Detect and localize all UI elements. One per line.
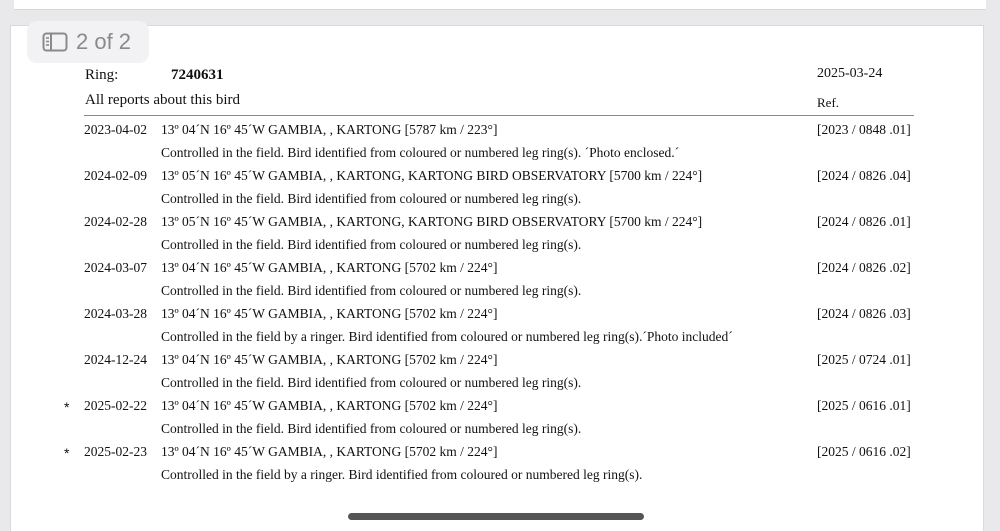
page-indicator-label: 2 of 2 (76, 29, 132, 54)
report-note: Controlled in the field. Bird identified from coloured or numbered leg ring(s). ´Photo enclosed.´ (161, 145, 680, 160)
report-ref: [2025 / 0724 .01] (817, 352, 911, 367)
report-ref: [2024 / 0826 .01] (817, 214, 911, 229)
report-note: Controlled in the field by a ringer. Bird identified from coloured or numbered leg ring(s). (161, 467, 643, 482)
report-location: 13º 04´N 16º 45´W GAMBIA, , KARTONG [5702 km / 224°] (161, 306, 498, 321)
report-date: 2024-12-24 (84, 352, 147, 367)
report-date: 2023-04-02 (84, 122, 147, 137)
report-date: 2024-02-09 (84, 168, 147, 183)
report-ref: [2025 / 0616 .01] (817, 398, 911, 413)
report-ref: [2024 / 0826 .03] (817, 306, 911, 321)
previous-page-edge (14, 0, 986, 10)
report-location: 13º 04´N 16º 45´W GAMBIA, , KARTONG [5787 km / 223°] (161, 122, 498, 137)
report-date: 2024-03-07 (84, 260, 147, 275)
report-date: 2024-03-28 (84, 306, 147, 321)
report-location: 13º 04´N 16º 45´W GAMBIA, , KARTONG [5702 km / 224°] (161, 398, 498, 413)
report-ref: [2025 / 0616 .02] (817, 444, 911, 459)
report-note: Controlled in the field by a ringer. Bird identified from coloured or numbered leg ring(s).´Photo included´ (161, 329, 733, 344)
report-date: 2025-02-23 (84, 444, 147, 459)
ring-number: 7240631 (171, 67, 224, 83)
report-date: 2024-02-28 (84, 214, 147, 229)
report-location: 13º 04´N 16º 45´W GAMBIA, , KARTONG [5702 km / 224°] (161, 444, 498, 459)
report-ref: [2024 / 0826 .02] (817, 260, 911, 275)
report-note: Controlled in the field. Bird identified from coloured or numbered leg ring(s). (161, 375, 582, 390)
priority-star: * (64, 445, 70, 461)
ref-column-header: Ref. (817, 95, 840, 110)
report-ref: [2023 / 0848 .01] (817, 122, 911, 137)
report-date: 2025-03-24 (817, 66, 883, 81)
report-note: Controlled in the field. Bird identified from coloured or numbered leg ring(s). (161, 237, 582, 252)
report-location: 13º 05´N 16º 45´W GAMBIA, , KARTONG, KARTONG BIRD OBSERVATORY [5700 km / 224°] (161, 214, 703, 229)
report-date: 2025-02-22 (84, 398, 147, 413)
report-note: Controlled in the field. Bird identified from coloured or numbered leg ring(s). (161, 191, 582, 206)
report-ref: [2024 / 0826 .04] (817, 168, 911, 183)
header-divider (84, 115, 914, 116)
horizontal-scrollbar[interactable] (348, 513, 644, 520)
page-subtitle: All reports about this bird (85, 92, 240, 108)
priority-star: * (64, 399, 70, 415)
report-note: Controlled in the field. Bird identified from coloured or numbered leg ring(s). (161, 283, 582, 298)
report-location: 13º 04´N 16º 45´W GAMBIA, , KARTONG [5702 km / 224°] (161, 260, 498, 275)
sidebar-icon (42, 32, 68, 52)
report-location: 13º 05´N 16º 45´W GAMBIA, , KARTONG, KARTONG BIRD OBSERVATORY [5700 km / 224°] (161, 168, 703, 183)
report-note: Controlled in the field. Bird identified from coloured or numbered leg ring(s). (161, 421, 582, 436)
report-location: 13º 04´N 16º 45´W GAMBIA, , KARTONG [5702 km / 224°] (161, 352, 498, 367)
ring-label: Ring: (85, 67, 119, 83)
page-indicator[interactable] (27, 21, 149, 63)
